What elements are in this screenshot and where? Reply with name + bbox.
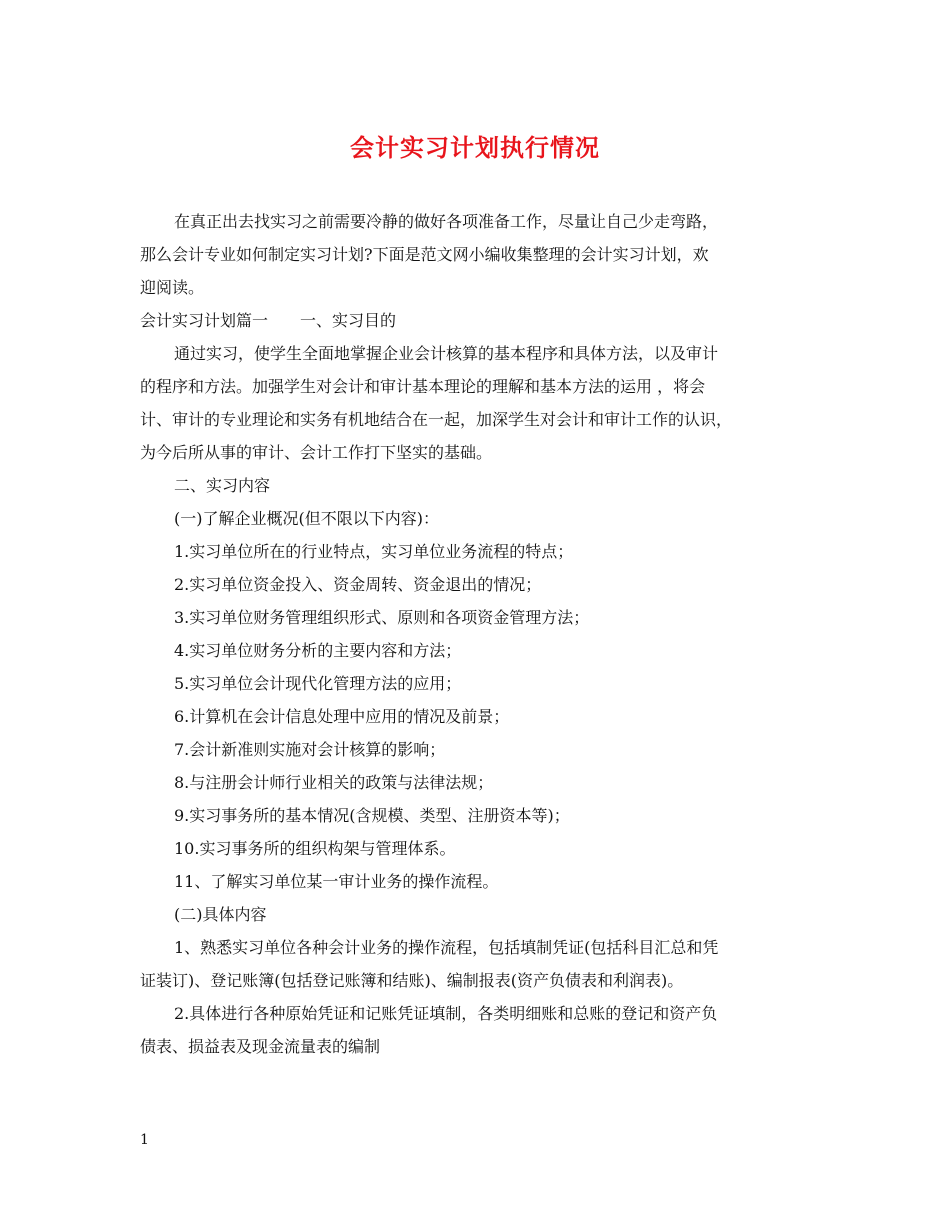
body-line: 4.实习单位财务分析的主要内容和方法；	[174, 641, 462, 660]
document-body	[140, 205, 820, 1063]
body-line: (一)了解企业概况(但不限以下内容)：	[174, 509, 439, 528]
body-line: 那么会计专业如何制定实习计划?下面是范文网小编收集整理的会计实习计划，欢	[140, 245, 709, 264]
body-line: 3.实习单位财务管理组织形式、原则和各项资金管理方法；	[174, 608, 590, 627]
body-line: 计、审计的专业理论和实务有机地结合在一起，加深学生对会计和审计工作的认识，	[140, 410, 733, 429]
body-line: 二、实习内容	[174, 476, 271, 495]
page-number: 1	[140, 1132, 149, 1148]
body-line: 8.与注册会计师行业相关的政策与法律法规；	[174, 773, 494, 792]
body-line: 2.具体进行各种原始凭证和记账凭证填制，各类明细账和总账的登记和资产负	[174, 1004, 718, 1023]
body-line: 9.实习事务所的基本情况(含规模、类型、注册资本等)；	[174, 806, 570, 825]
body-line: 为今后所从事的审计、会计工作打下坚实的基础。	[140, 443, 493, 462]
body-line: 通过实习，使学生全面地掌握企业会计核算的基本程序和具体方法，以及审计	[174, 344, 719, 363]
body-line: (二)具体内容	[174, 905, 267, 924]
body-line: 1.实习单位所在的行业特点，实习单位业务流程的特点；	[174, 542, 574, 561]
body-line: 在真正出去找实习之前需要冷静的做好各项准备工作，尽量让自己少走弯路，	[174, 212, 719, 231]
body-line: 7.会计新准则实施对会计核算的影响；	[174, 740, 446, 759]
body-line: 6.计算机在会计信息处理中应用的情况及前景；	[174, 707, 510, 726]
body-line: 迎阅读。	[140, 278, 205, 297]
body-line: 10.实习事务所的组织构架与管理体系。	[174, 839, 456, 858]
body-line: 2.实习单位资金投入、资金周转、资金退出的情况；	[174, 575, 542, 594]
document-title: 会计实习计划执行情况	[350, 133, 600, 162]
body-line: 债表、损益表及现金流量表的编制	[140, 1037, 381, 1056]
body-line: 会计实习计划篇一 一、实习目的	[140, 311, 397, 330]
body-line: 5.实习单位会计现代化管理方法的应用；	[174, 674, 462, 693]
body-line: 11、了解实习单位某一审计业务的操作流程。	[174, 872, 499, 891]
body-line: 的程序和方法。加强学生对会计和审计基本理论的理解和基本方法的运用 ，将会	[140, 377, 706, 396]
body-line: 证装订)、登记账簿(包括登记账簿和结账)、编制报表(资产负债表和利润表)。	[140, 971, 684, 990]
body-line: 1、熟悉实习单位各种会计业务的操作流程，包括填制凭证(包括科目汇总和凭	[174, 938, 719, 957]
